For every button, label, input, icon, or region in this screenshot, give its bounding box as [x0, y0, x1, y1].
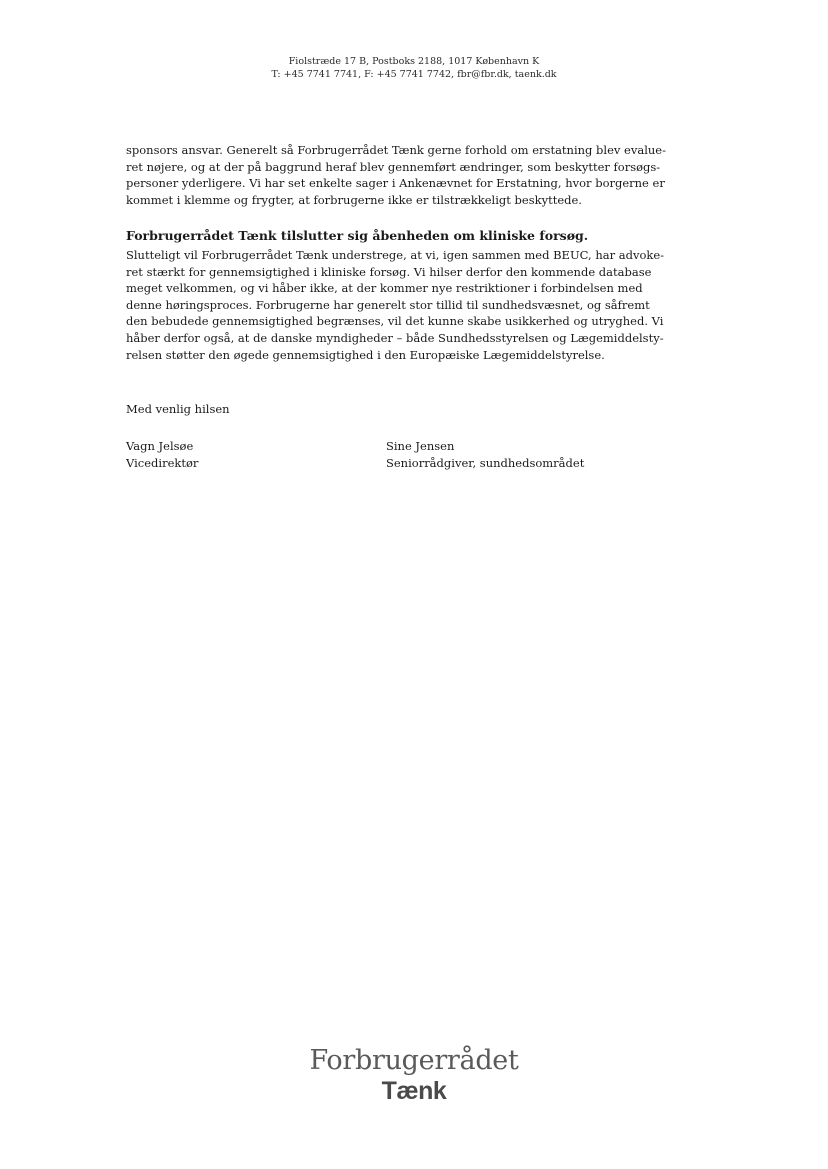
paragraph-line: Slutteligt vil Forbrugerrådet Tænk understrege, at vi, igen sammen med BEUC, har advoke- [126, 248, 665, 262]
letterhead [0, 55, 828, 81]
paragraph-line: ret stærkt for gennemsigtighed i kliniske forsøg. Vi hilser derfor den kommende database [126, 264, 652, 279]
paragraph-line: denne høringsproces. Forbrugerne har generelt stor tillid til sundhedsvæsnet, og såfremt [126, 297, 650, 312]
signatory-name: Sine Jensen [386, 439, 455, 453]
paragraph-line: kommet i klemme og frygter, at forbrugerne ikke er tilstrækkeligt beskyttede. [126, 192, 582, 207]
paragraph-line: relsen støtter den øgede gennemsigtighed i den Europæiske Lægemiddelstyrelse. [126, 347, 605, 362]
paragraph-liability [126, 142, 671, 208]
section-heading-transparency: Forbrugerrådet Tænk tilslutter sig åbenheden om kliniske forsøg. [126, 228, 589, 243]
paragraph-line: ret nøjere, og at der på baggrund heraf blev gennemført ændringer, som beskytter forsøgs- [126, 159, 661, 174]
paragraph-line: sponsors ansvar. Generelt så Forbrugerrådet Tænk gerne forhold om erstatning blev evalue- [126, 143, 666, 157]
closing-salutation: Med venlig hilsen [126, 402, 230, 416]
organization-logo [0, 1045, 828, 1105]
signatory-title: Seniorrådgiver, sundhedsområdet [386, 456, 585, 470]
signature-block-left [126, 438, 198, 472]
signatory-title: Vicedirektør [126, 456, 199, 470]
paragraph-line: meget velkommen, og vi håber ikke, at der kommer nye restriktioner i forbindelsen med [126, 281, 643, 296]
paragraph-line: håber derfor også, at de danske myndigheder – både Sundhedsstyrelsen og Lægemiddelsty- [126, 330, 664, 345]
letterhead-address: Fiolstræde 17 B, Postboks 2188, 1017 København K [288, 56, 540, 67]
letterhead-contact: T: +45 7741 7741, F: +45 7741 7742, fbr@fbr.dk, taenk.dk [271, 69, 557, 80]
signatory-name: Vagn Jelsøe [126, 439, 194, 453]
paragraph-transparency [126, 247, 671, 363]
paragraph-line: personer yderligere. Vi har set enkelte sager i Ankenævnet for Erstatning, hvor borgerne er [126, 176, 665, 191]
signature-block-right [386, 438, 584, 472]
logo-wordmark-top: Forbrugerrådet [309, 1045, 519, 1076]
paragraph-line: den bebudede gennemsigtighed begrænses, vil det kunne skabe usikkerhed og utryghed. Vi [126, 314, 664, 329]
logo-wordmark-bottom: Tænk [381, 1077, 447, 1105]
